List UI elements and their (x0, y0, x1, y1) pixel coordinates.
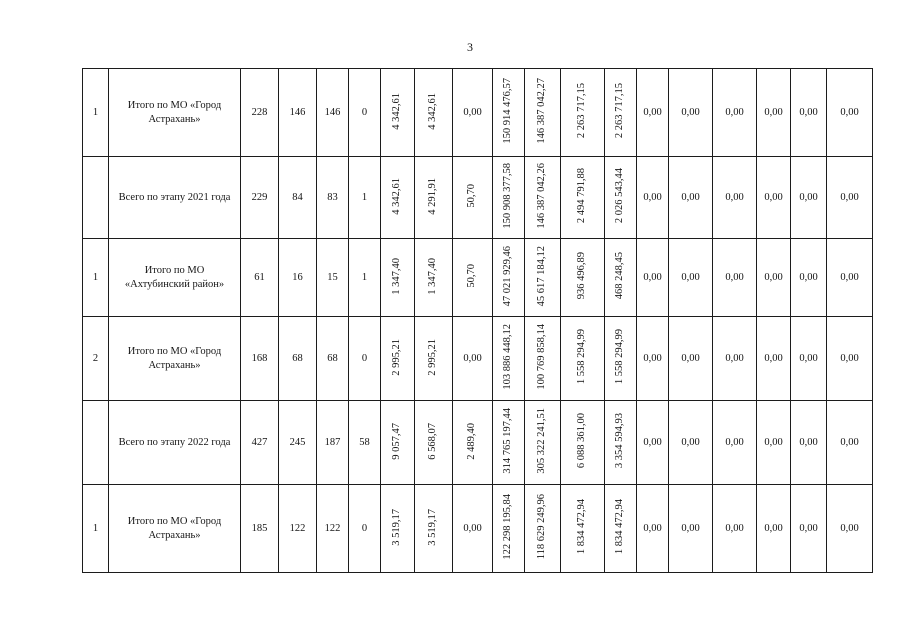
value-cell (317, 69, 349, 157)
value-text: 3 519,17 (391, 508, 403, 546)
value-cell (381, 485, 415, 573)
value-text: 0,00 (764, 353, 783, 364)
value-cell (241, 157, 279, 239)
value-text: 0,00 (764, 437, 783, 448)
value-cell (415, 69, 453, 157)
value-text: 4 342,61 (391, 92, 403, 130)
value-cell (525, 401, 561, 485)
value-text: 1 347,40 (391, 257, 403, 295)
value-cell (605, 69, 637, 157)
row-number-text: 1 (92, 523, 99, 534)
value-text: 427 (251, 437, 268, 448)
value-text: 0,00 (643, 192, 662, 203)
value-text: 0,00 (681, 353, 700, 364)
value-text: 146 (324, 107, 341, 118)
value-text: 68 (327, 353, 338, 364)
name-text: Итого по МО «Город Астрахань» (127, 516, 222, 541)
value-cell (605, 485, 637, 573)
value-cell (349, 239, 381, 317)
value-cell (493, 239, 525, 317)
value-cell (349, 157, 381, 239)
value-cell (453, 401, 493, 485)
value-cell (317, 401, 349, 485)
value-text: 61 (254, 272, 265, 283)
value-text: 2 995,21 (391, 338, 403, 376)
value-text: 6 568,07 (427, 422, 439, 460)
value-text: 0,00 (799, 523, 818, 534)
value-cell (827, 157, 873, 239)
value-cell (827, 401, 873, 485)
value-cell (561, 317, 605, 401)
value-text: 0,00 (840, 272, 859, 283)
value-text: 2 026 543,44 (614, 168, 626, 224)
value-text: 16 (292, 272, 303, 283)
value-cell (317, 239, 349, 317)
value-cell (637, 317, 669, 401)
value-cell (757, 317, 791, 401)
value-cell (349, 317, 381, 401)
value-text: 0,00 (681, 192, 700, 203)
value-cell (453, 485, 493, 573)
value-text: 0,00 (799, 272, 818, 283)
value-text: 1 347,40 (427, 257, 439, 295)
value-cell (713, 157, 757, 239)
value-text: 1 558 294,99 (614, 329, 626, 385)
value-cell (561, 157, 605, 239)
value-cell (637, 485, 669, 573)
value-text: 45 617 184,12 (536, 245, 548, 307)
value-cell (605, 157, 637, 239)
value-text: 168 (251, 353, 268, 364)
value-cell (669, 157, 713, 239)
value-text: 185 (251, 523, 268, 534)
value-cell (757, 157, 791, 239)
value-cell (637, 69, 669, 157)
value-text: 4 342,61 (391, 177, 403, 215)
value-text: 15 (327, 272, 338, 283)
value-cell (493, 69, 525, 157)
value-cell (415, 317, 453, 401)
value-text: 1 834 472,94 (614, 499, 626, 555)
name-cell (109, 69, 241, 157)
value-text: 0,00 (764, 523, 783, 534)
name-text: Всего по этапу 2022 года (118, 436, 231, 448)
value-cell (241, 69, 279, 157)
row-number-cell (83, 69, 109, 157)
name-cell (109, 157, 241, 239)
table-row (83, 485, 873, 573)
value-text: 0,00 (643, 353, 662, 364)
value-text: 2 489,40 (466, 422, 478, 460)
table-row (83, 401, 873, 485)
value-cell (349, 485, 381, 573)
row-number-cell (83, 157, 109, 239)
value-text: 50,70 (466, 184, 478, 208)
value-text: 1 558 294,99 (576, 329, 588, 385)
value-text: 0,00 (643, 107, 662, 118)
value-text: 122 (324, 523, 341, 534)
table-row (83, 157, 873, 239)
value-cell (791, 157, 827, 239)
name-text: Всего по этапу 2021 года (118, 191, 231, 203)
value-text: 0,00 (725, 107, 744, 118)
value-cell (757, 69, 791, 157)
value-cell (453, 69, 493, 157)
value-cell (713, 69, 757, 157)
value-text: 150 908 377,58 (502, 163, 514, 229)
value-cell (669, 401, 713, 485)
value-text: 468 248,45 (614, 252, 626, 300)
value-text: 936 496,89 (576, 252, 588, 300)
row-number-cell (83, 485, 109, 573)
name-text: Итого по МО «Город Астрахань» (127, 346, 222, 371)
value-cell (637, 157, 669, 239)
value-cell (493, 317, 525, 401)
value-cell (827, 239, 873, 317)
value-cell (669, 317, 713, 401)
value-text: 0,00 (840, 192, 859, 203)
value-text: 187 (324, 437, 341, 448)
name-cell (109, 317, 241, 401)
name-cell (109, 485, 241, 573)
value-cell (713, 317, 757, 401)
value-cell (317, 157, 349, 239)
name-cell (109, 239, 241, 317)
value-text: 0,00 (799, 192, 818, 203)
value-text: 0,00 (681, 523, 700, 534)
value-cell (415, 401, 453, 485)
value-cell (493, 485, 525, 573)
value-cell (637, 239, 669, 317)
value-text: 229 (251, 192, 268, 203)
value-cell (791, 69, 827, 157)
value-cell (561, 485, 605, 573)
table-body (83, 69, 873, 573)
value-cell (349, 69, 381, 157)
value-text: 4 291,91 (427, 177, 439, 215)
value-cell (757, 239, 791, 317)
value-cell (279, 401, 317, 485)
value-text: 305 322 241,51 (536, 408, 548, 474)
value-cell (241, 401, 279, 485)
value-text: 118 629 249,96 (536, 494, 548, 560)
value-text: 2 995,21 (427, 338, 439, 376)
value-cell (241, 239, 279, 317)
value-cell (453, 239, 493, 317)
value-cell (561, 69, 605, 157)
value-cell (605, 317, 637, 401)
value-cell (453, 317, 493, 401)
value-cell (827, 69, 873, 157)
value-cell (827, 317, 873, 401)
value-text: 0,00 (840, 107, 859, 118)
row-number-text: 1 (92, 272, 99, 283)
value-cell (415, 157, 453, 239)
value-text: 0,00 (799, 353, 818, 364)
value-text: 0 (361, 107, 368, 118)
value-text: 0,00 (840, 353, 859, 364)
value-cell (317, 317, 349, 401)
value-text: 146 387 042,27 (536, 78, 548, 144)
value-text: 0,00 (463, 353, 482, 364)
value-text: 1 834 472,94 (576, 499, 588, 555)
value-cell (279, 69, 317, 157)
value-cell (757, 485, 791, 573)
value-cell (713, 401, 757, 485)
value-cell (713, 485, 757, 573)
value-cell (241, 485, 279, 573)
value-text: 4 342,61 (427, 92, 439, 130)
value-text: 100 769 858,14 (536, 324, 548, 390)
value-text: 47 021 929,46 (502, 245, 514, 307)
table-row (83, 69, 873, 157)
table-row (83, 239, 873, 317)
value-text: 1 (361, 192, 368, 203)
value-text: 0,00 (725, 523, 744, 534)
row-number-cell (83, 401, 109, 485)
value-text: 1 (361, 272, 368, 283)
value-cell (381, 157, 415, 239)
value-text: 0,00 (840, 437, 859, 448)
value-text: 50,70 (466, 264, 478, 288)
value-text: 68 (292, 353, 303, 364)
value-text: 9 057,47 (391, 422, 403, 460)
value-text: 0 (361, 353, 368, 364)
value-cell (381, 239, 415, 317)
value-cell (415, 485, 453, 573)
value-text: 0,00 (725, 192, 744, 203)
value-cell (279, 317, 317, 401)
value-cell (757, 401, 791, 485)
value-text: 6 088 361,00 (576, 413, 588, 469)
value-text: 0,00 (725, 272, 744, 283)
value-cell (669, 485, 713, 573)
value-cell (279, 157, 317, 239)
value-cell (525, 157, 561, 239)
value-cell (791, 239, 827, 317)
value-text: 0,00 (764, 272, 783, 283)
value-cell (349, 401, 381, 485)
value-cell (525, 485, 561, 573)
value-text: 83 (327, 192, 338, 203)
value-cell (669, 69, 713, 157)
value-text: 0,00 (643, 523, 662, 534)
value-cell (525, 317, 561, 401)
value-text: 0,00 (463, 523, 482, 534)
value-cell (493, 401, 525, 485)
value-cell (791, 317, 827, 401)
name-cell (109, 401, 241, 485)
value-text: 3 519,17 (427, 508, 439, 546)
row-number-text: 1 (92, 107, 99, 118)
value-cell (453, 157, 493, 239)
page-number: 3 (467, 40, 473, 54)
value-text: 2 494 791,88 (576, 168, 588, 224)
value-cell (317, 485, 349, 573)
value-cell (279, 485, 317, 573)
value-cell (381, 401, 415, 485)
value-cell (561, 401, 605, 485)
value-cell (669, 239, 713, 317)
value-text: 0,00 (799, 107, 818, 118)
value-text: 0,00 (840, 523, 859, 534)
value-cell (713, 239, 757, 317)
value-text: 146 387 042,26 (536, 163, 548, 229)
value-text: 0,00 (764, 192, 783, 203)
value-text: 0 (361, 523, 368, 534)
value-cell (279, 239, 317, 317)
value-text: 122 298 195,84 (502, 494, 514, 560)
value-cell (605, 239, 637, 317)
value-text: 314 765 197,44 (502, 408, 514, 474)
value-text: 103 886 448,12 (502, 324, 514, 390)
value-cell (525, 239, 561, 317)
value-cell (493, 157, 525, 239)
report-table (82, 68, 873, 573)
value-text: 0,00 (764, 107, 783, 118)
value-text: 122 (289, 523, 306, 534)
name-text: Итого по МО «Город Астрахань» (127, 100, 222, 125)
value-text: 2 263 717,15 (576, 83, 588, 139)
value-cell (415, 239, 453, 317)
value-cell (791, 485, 827, 573)
value-cell (241, 317, 279, 401)
value-text: 0,00 (681, 107, 700, 118)
value-cell (381, 317, 415, 401)
value-cell (637, 401, 669, 485)
value-text: 0,00 (643, 437, 662, 448)
value-text: 150 914 476,57 (502, 78, 514, 144)
value-cell (381, 69, 415, 157)
value-text: 0,00 (681, 437, 700, 448)
row-number-cell (83, 239, 109, 317)
value-text: 0,00 (799, 437, 818, 448)
value-cell (827, 485, 873, 573)
value-text: 0,00 (643, 272, 662, 283)
value-text: 0,00 (725, 353, 744, 364)
value-text: 228 (251, 107, 268, 118)
value-text: 146 (289, 107, 306, 118)
value-text: 0,00 (681, 272, 700, 283)
value-text: 58 (359, 437, 370, 448)
value-cell (561, 239, 605, 317)
value-text: 0,00 (463, 107, 482, 118)
value-text: 84 (292, 192, 303, 203)
value-cell (605, 401, 637, 485)
value-text: 0,00 (725, 437, 744, 448)
table-row (83, 317, 873, 401)
value-cell (525, 69, 561, 157)
value-text: 245 (289, 437, 306, 448)
value-cell (791, 401, 827, 485)
value-text: 2 263 717,15 (614, 83, 626, 139)
row-number-cell (83, 317, 109, 401)
row-number-text: 2 (92, 353, 99, 364)
name-text: Итого по МО «Ахтубинский район» (124, 265, 225, 290)
value-text: 3 354 594,93 (614, 413, 626, 469)
